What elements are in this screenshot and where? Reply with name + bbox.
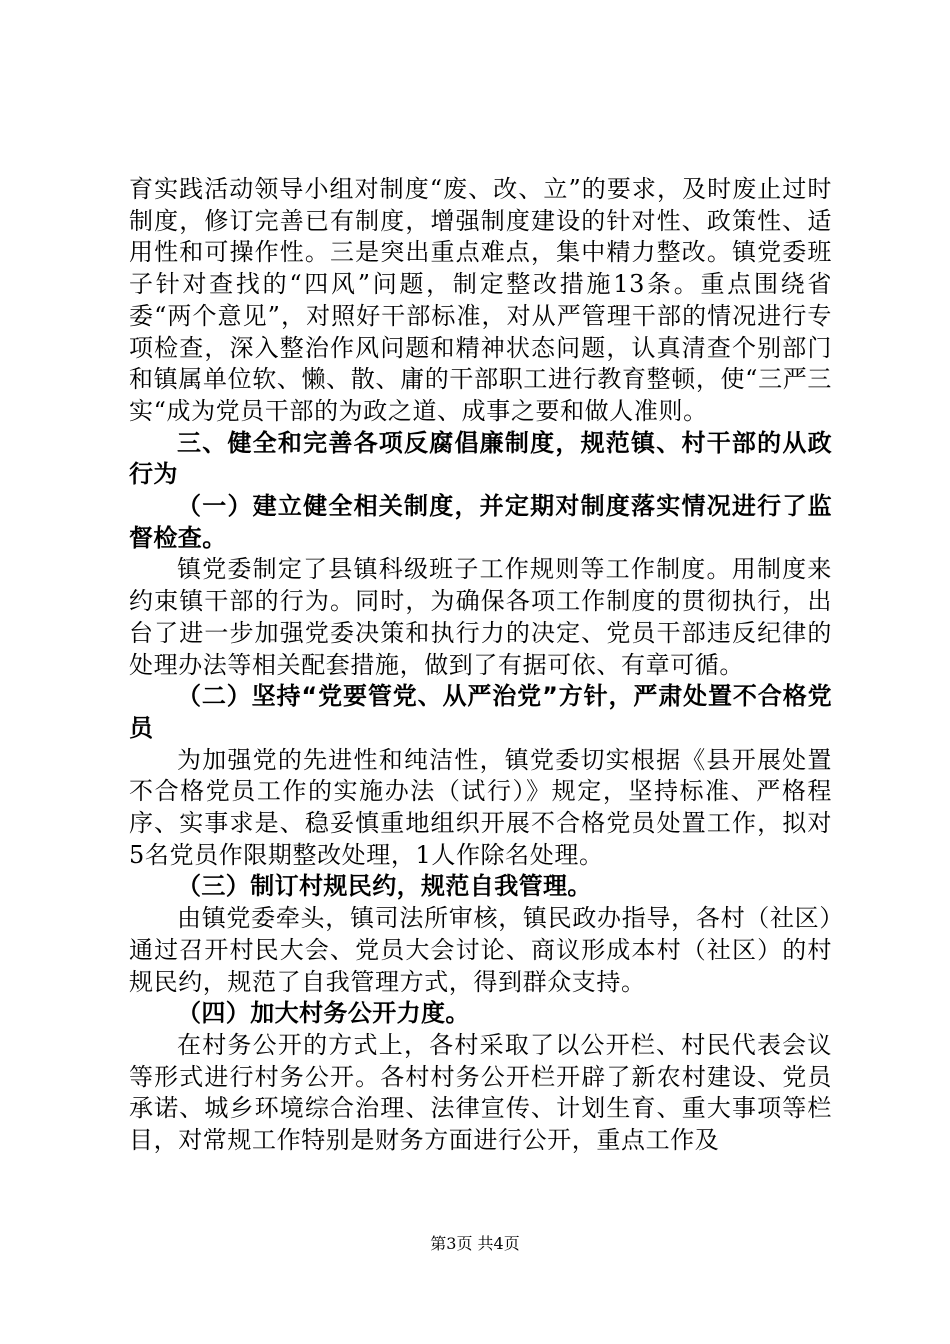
body-paragraph-continued: 育实践活动领导小组对制度“废、改、立”的要求，及时废止过时制度，修订完善已有制度，增强制度建设的针对性、政策性、适用性和可操作性。三是突出重点难点，集中精力整改。镇党委班子针对查找的“四风”问题，制定整改措施13条。重点围绕省委“两个意见”，对照好干部标准，对从严管理干部的情况进行专项检查，深入整治作风问题和精神状态问题，认真清查个别部门和镇属单位软、懒、散、庸的干部职工进行教育整顿，使“三严三实“成为党员干部的为政之道、成事之要和做人准则。 bbox=[129, 175, 832, 425]
document-body bbox=[129, 174, 832, 1157]
section-heading-3: 三、健全和完善各项反腐倡廉制度，规范镇、村干部的从政行为 bbox=[129, 428, 832, 489]
body-paragraph: 在村务公开的方式上，各村采取了以公开栏、村民代表会议等形式进行村务公开。各村村务公开栏开辟了新农村建设、党员承诺、城乡环境综合治理、法律宣传、计划生育、重大事项等栏目，对常规工作特别是财务方面进行公开，重点工作及 bbox=[129, 1030, 832, 1155]
subsection-heading-4: （四）加大村务公开力度。 bbox=[177, 999, 470, 1028]
subsection-heading-1: （一）建立健全相关制度，并定期对制度落实情况进行了监督检查。 bbox=[129, 492, 832, 552]
subsection-heading-3: （三）制订村规民约，规范自我管理。 bbox=[177, 872, 592, 901]
body-paragraph: 镇党委制定了县镇科级班子工作规则等工作制度。用制度来约束镇干部的行为。同时，为确保各项工作制度的贯彻执行，出台了进一步加强党委决策和执行力的决定、党员干部违反纪律的处理办法等相关配套措施，做到了有据可依、有章可循。 bbox=[129, 555, 832, 679]
body-paragraph: 为加强党的先进性和纯洁性，镇党委切实根据《县开展处置不合格党员工作的实施办法（试行）》规定，坚持标准、严格程序、实事求是、稳妥慎重地组织开展不合格党员处置工作，拟对5名党员作限期整改处理，1人作除名处理。 bbox=[129, 745, 832, 869]
subsection-heading-2: （二）坚持“党要管党、从严治党”方针，严肃处置不合格党员 bbox=[129, 682, 832, 742]
body-paragraph: 由镇党委牵头，镇司法所审核，镇民政办指导，各村（社区）通过召开村民大会、党员大会讨论、商议形成本村（社区）的村规民约，规范了自我管理方式，得到群众支持。 bbox=[129, 904, 832, 996]
page-footer: 第3页 共4页 bbox=[430, 1234, 520, 1253]
